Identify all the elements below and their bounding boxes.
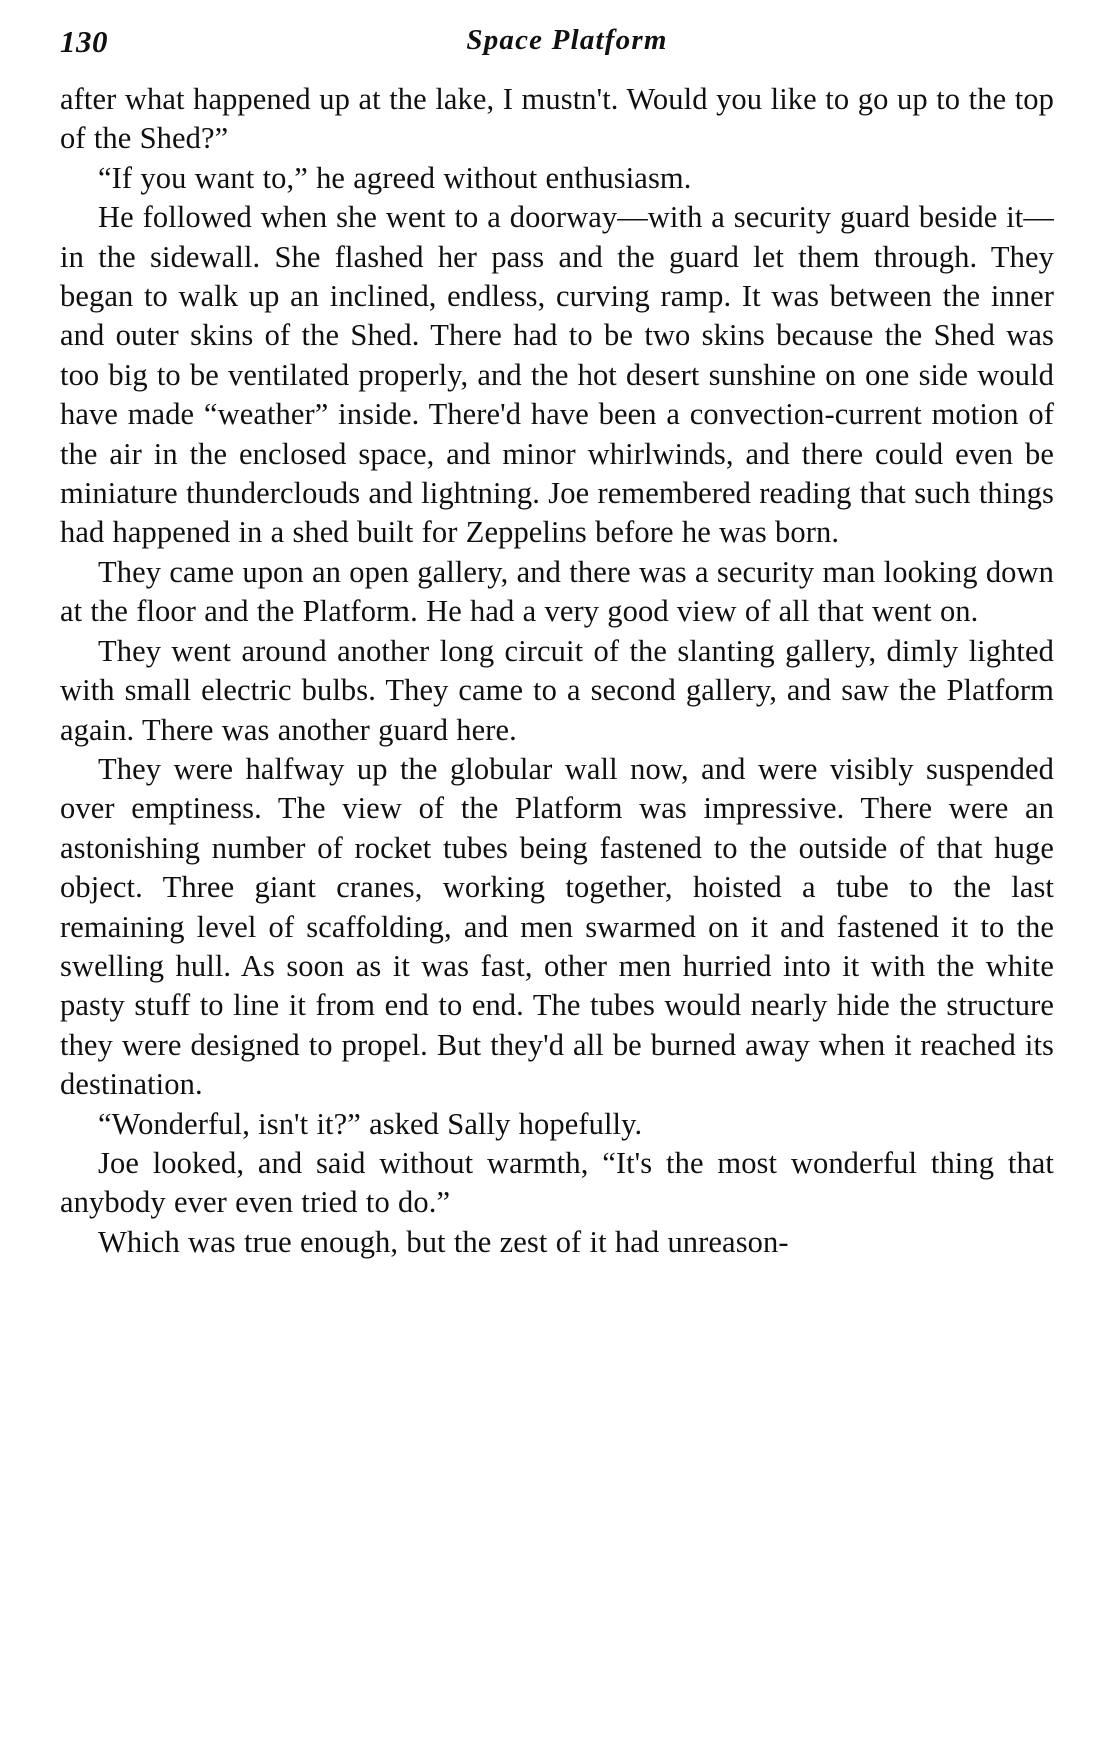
running-head <box>60 18 1054 70</box>
paragraph: He followed when she went to a doorway—with a security guard beside it—in the sidewall. She flashed her pass and the guard let them through. They began to walk up an inclined, endless, curving ramp. It was between the inner and outer skins of the Shed. There had to be two skins because the Shed was too big to be ventilated properly, and the hot desert sunshine on one side would have made “weather” inside. There'd have been a convection-current motion of the air in the enclosed space, and minor whirlwinds, and there could even be miniature thunderclouds and lightning. Joe remembered reading that such things had happened in a shed built for Zeppelins before he was born. <box>60 200 1054 550</box>
paragraph: after what happened up at the lake, I mustn't. Would you like to go up to the top of the Shed?” <box>60 82 1054 156</box>
paragraph: “If you want to,” he agreed without enthusiasm. <box>98 160 692 195</box>
book-title: Space Platform <box>466 24 668 56</box>
paragraph: They came upon an open gallery, and there was a security man looking down at the floor and the Platform. He had a very good view of all that went on. <box>60 554 1054 629</box>
paragraph: Which was true enough, but the zest of it had unreason- <box>98 1224 789 1259</box>
paragraph: They went around another long circuit of the slanting gallery, dimly lighted with small electric bulbs. They came to a second gallery, and saw the Platform again. There was another guard here. <box>60 633 1054 747</box>
body-text <box>60 80 1054 1262</box>
paragraph: “Wonderful, isn't it?” asked Sally hopefully. <box>98 1106 643 1141</box>
page-number: 130 <box>60 24 108 59</box>
paragraph: They were halfway up the globular wall now, and were visibly suspended over emptiness. The view of the Platform was impressive. There were an astonishing number of rocket tubes being fastened to the outside of that huge object. Three giant cranes, working together, hoisted a tube to the last remaining level of scaffolding, and men swarmed on it and fastened it to the swelling hull. As soon as it was fast, other men hurried into it with the white pasty stuff to line it from end to end. The tubes would nearly hide the structure they were designed to propel. But they'd all be burned away when it reached its destination. <box>60 751 1054 1102</box>
paragraph: Joe looked, and said without warmth, “It's the most wonderful thing that anybody ever even tried to do.” <box>60 1145 1054 1220</box>
